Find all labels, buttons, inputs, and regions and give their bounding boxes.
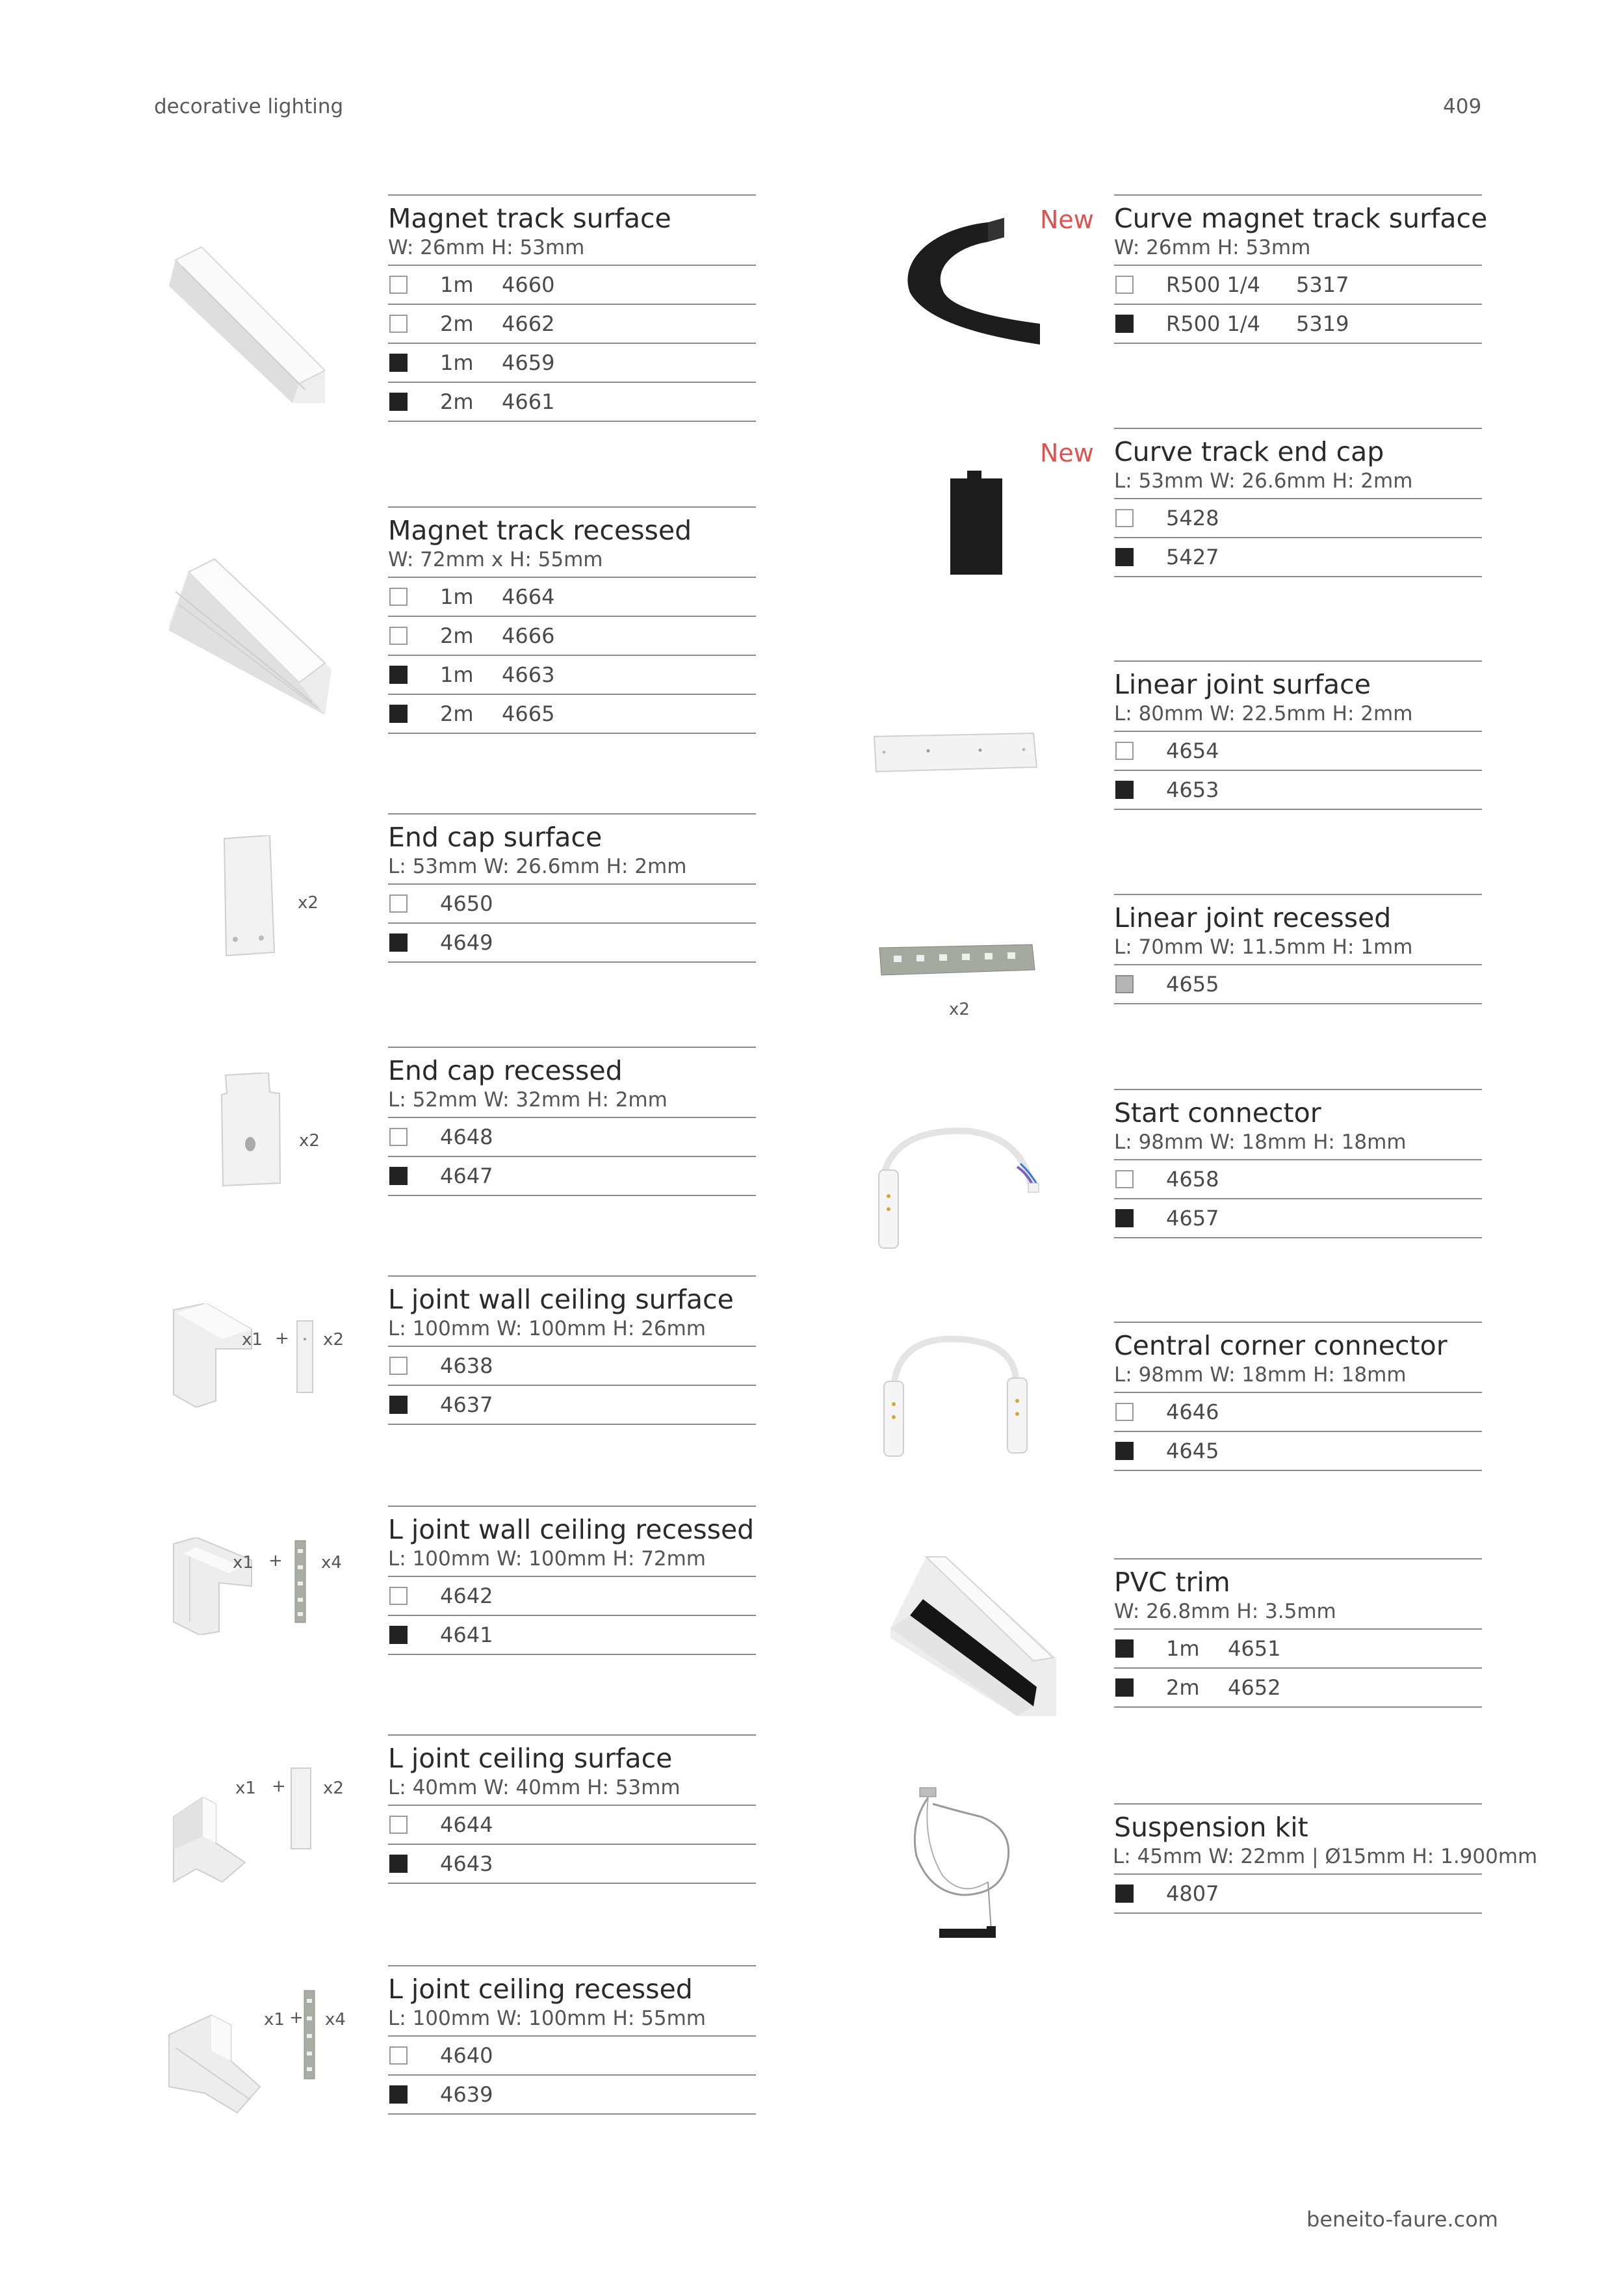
- product-dimensions: L: 40mm W: 40mm H: 53mm: [388, 1776, 681, 1799]
- product-dimensions: W: 26mm H: 53mm: [388, 236, 585, 259]
- linear-joint-recessed-image: [877, 943, 1037, 982]
- color-swatch-black: [1115, 548, 1134, 566]
- product-code: 5427: [1166, 545, 1219, 569]
- product-title: L joint ceiling recessed: [388, 1974, 693, 2005]
- color-swatch-white: [389, 315, 408, 333]
- color-swatch-black: [389, 1626, 408, 1644]
- product-dimensions: L: 53mm W: 26.6mm H: 2mm: [1114, 469, 1413, 493]
- variant-row: [1114, 1875, 1482, 1914]
- variant-row: [1114, 1393, 1482, 1432]
- product-title: L joint wall ceiling surface: [388, 1284, 734, 1315]
- plus-sign: +: [289, 2008, 304, 2028]
- variant-row: [388, 1616, 756, 1655]
- color-swatch-black: [389, 666, 408, 684]
- variant-row: 1m 4651: [1114, 1630, 1482, 1669]
- product-title: Linear joint recessed: [1114, 902, 1392, 933]
- color-swatch-black: [389, 2085, 408, 2104]
- color-swatch-black: [1115, 315, 1134, 333]
- product-dimensions: L: 45mm W: 22mm | Ø15mm H: 1.900mm: [1113, 1845, 1538, 1868]
- variant-row: [388, 1577, 756, 1616]
- color-swatch-white: [389, 276, 408, 294]
- product-linear-joint-surface: [1114, 660, 1482, 810]
- color-swatch-white: [1115, 276, 1134, 294]
- color-swatch-white: [389, 2046, 408, 2065]
- product-title: PVC trim: [1114, 1567, 1230, 1598]
- product-magnet-track-surface: [388, 194, 756, 422]
- multiplier-label: x1: [242, 1330, 263, 1350]
- website-url: beneito-faure.com: [1306, 2207, 1498, 2232]
- variant-row: 2m 4662: [388, 305, 756, 344]
- variant-row: R500 1/4 5319: [1114, 305, 1482, 344]
- color-swatch-white: [389, 1816, 408, 1834]
- product-title: Linear joint surface: [1114, 669, 1371, 700]
- product-curve-track-end-cap: [1114, 428, 1482, 577]
- product-dimensions: W: 26.8mm H: 3.5mm: [1114, 1600, 1336, 1623]
- variant-row: [388, 1347, 756, 1386]
- color-swatch-white: [389, 894, 408, 913]
- variant-row: [1114, 965, 1482, 1004]
- product-dimensions: L: 70mm W: 11.5mm H: 1mm: [1114, 935, 1413, 959]
- variant-row: 2m 4661: [388, 383, 756, 422]
- color-swatch-black: [389, 1167, 408, 1185]
- product-code: 4662: [502, 311, 555, 336]
- linear-joint-surface-image: [871, 731, 1040, 777]
- color-swatch-black: [1115, 1639, 1134, 1658]
- color-swatch-black: [1115, 781, 1134, 799]
- color-swatch-white: [389, 1587, 408, 1605]
- product-code: 4650: [440, 891, 493, 916]
- l-joint-wall-ceiling-recessed-image: [170, 1537, 255, 1635]
- product-title: Suspension kit: [1114, 1812, 1308, 1843]
- variant-row: [388, 1386, 756, 1425]
- color-swatch-white: [1115, 1170, 1134, 1188]
- product-code: 5319: [1296, 311, 1349, 336]
- curve-magnet-track-image: [890, 215, 1046, 351]
- section-title: decorative lighting: [154, 95, 344, 118]
- color-swatch-black: [389, 393, 408, 411]
- variant-row: [388, 2076, 756, 2115]
- product-dimensions: L: 98mm W: 18mm H: 18mm: [1114, 1363, 1407, 1387]
- product-suspension-kit: [1113, 1803, 1538, 1914]
- product-l-joint-wall-ceiling-recessed: [388, 1506, 756, 1655]
- color-swatch-black: [389, 1396, 408, 1414]
- suspension-kit-image: [910, 1784, 1040, 1947]
- product-code: 4661: [502, 389, 555, 414]
- variant-row: [1114, 1199, 1482, 1238]
- color-swatch-white: [389, 1128, 408, 1146]
- multiplier-label: x4: [325, 2010, 346, 2029]
- multiplier-label: x1: [235, 1779, 256, 1798]
- variant-row: [388, 1157, 756, 1196]
- product-title: Curve track end cap: [1114, 436, 1384, 467]
- variant-row: [388, 1806, 756, 1845]
- product-pvc-trim: [1114, 1558, 1482, 1708]
- color-swatch-black: [389, 1855, 408, 1873]
- product-magnet-track-recessed: [388, 506, 756, 734]
- color-swatch-white: [389, 588, 408, 606]
- multiplier-label: x2: [949, 1000, 970, 1019]
- product-central-corner-connector: [1114, 1322, 1482, 1471]
- start-connector-image: [871, 1121, 1046, 1251]
- multiplier-label: x2: [323, 1779, 344, 1798]
- product-title: Curve magnet track surface: [1114, 203, 1488, 234]
- magnet-track-surface-image: [162, 241, 325, 410]
- product-code: 4638: [440, 1353, 493, 1378]
- product-code: 4651: [1228, 1636, 1281, 1661]
- product-dimensions: L: 100mm W: 100mm H: 72mm: [388, 1547, 706, 1571]
- product-title: End cap surface: [388, 822, 603, 853]
- product-code: 4665: [502, 701, 555, 726]
- product-code: 5317: [1296, 272, 1349, 297]
- product-code: 4654: [1166, 738, 1219, 763]
- new-badge: New: [1040, 439, 1094, 467]
- l-joint-ceiling-recessed-image: [166, 1989, 263, 2119]
- variant-row: [1114, 732, 1482, 771]
- product-code: 4657: [1166, 1206, 1219, 1231]
- product-code: 4659: [502, 350, 555, 375]
- product-end-cap-recessed: [388, 1047, 756, 1196]
- product-code: 4664: [502, 584, 555, 609]
- color-swatch-black: [389, 933, 408, 952]
- variant-row: [1114, 1432, 1482, 1471]
- color-swatch-white: [1115, 1403, 1134, 1421]
- color-swatch-white: [389, 627, 408, 645]
- l-joint-plate-image: [290, 1767, 313, 1851]
- product-title: L joint wall ceiling recessed: [388, 1514, 755, 1545]
- product-code: 4644: [440, 1812, 493, 1837]
- plus-sign: +: [272, 1777, 286, 1796]
- color-swatch-black: [1115, 1442, 1134, 1460]
- product-curve-magnet-track-surface: [1114, 194, 1488, 344]
- variant-row: [1114, 1160, 1482, 1199]
- product-code: 4807: [1166, 1881, 1219, 1906]
- l-joint-wall-ceiling-surface-image: [170, 1303, 255, 1407]
- variant-row: [388, 1118, 756, 1157]
- variant-row: [388, 2037, 756, 2076]
- product-end-cap-surface: [388, 813, 756, 963]
- variant-row: [388, 1845, 756, 1884]
- product-code: 4639: [440, 2082, 493, 2107]
- product-l-joint-ceiling-recessed: [388, 1965, 756, 2115]
- variant-row: 1m 4663: [388, 656, 756, 695]
- product-title: L joint ceiling surface: [388, 1743, 673, 1774]
- product-title: Start connector: [1114, 1097, 1321, 1128]
- variant-row: 1m 4659: [388, 344, 756, 383]
- color-swatch-black: [1115, 1678, 1134, 1697]
- product-code: 4660: [502, 272, 555, 297]
- magnet-track-recessed-image: [162, 553, 331, 722]
- plus-sign: +: [268, 1551, 283, 1571]
- variant-row: 2m 4652: [1114, 1669, 1482, 1708]
- color-swatch-white: [1115, 509, 1134, 527]
- color-swatch-black: [389, 705, 408, 723]
- product-dimensions: L: 100mm W: 100mm H: 55mm: [388, 2007, 706, 2030]
- variant-row: [1114, 499, 1482, 538]
- end-cap-recessed-image: [218, 1073, 283, 1190]
- product-code: 4648: [440, 1125, 493, 1149]
- curve-track-end-cap-image: [948, 469, 1006, 577]
- product-code: 4645: [1166, 1439, 1219, 1463]
- product-code: 4652: [1228, 1675, 1281, 1700]
- product-code: 4642: [440, 1584, 493, 1608]
- color-swatch-white: [1115, 742, 1134, 760]
- variant-row: 2m 4666: [388, 617, 756, 656]
- product-code: 4637: [440, 1392, 493, 1417]
- product-code: 4647: [440, 1164, 493, 1188]
- product-dimensions: L: 53mm W: 26.6mm H: 2mm: [388, 855, 687, 878]
- product-code: 4655: [1166, 972, 1219, 997]
- new-badge: New: [1040, 205, 1094, 234]
- multiplier-label: x1: [264, 2010, 285, 2029]
- product-dimensions: W: 26mm H: 53mm: [1114, 236, 1311, 259]
- end-cap-surface-image: [221, 835, 279, 959]
- product-code: 4658: [1166, 1167, 1219, 1192]
- variant-row: [388, 924, 756, 963]
- pvc-trim-image: [887, 1554, 1056, 1719]
- color-swatch-black: [389, 354, 408, 372]
- product-code: 4640: [440, 2043, 493, 2068]
- multiplier-label: x2: [323, 1330, 344, 1350]
- product-title: Magnet track recessed: [388, 515, 692, 546]
- product-code: 4653: [1166, 777, 1219, 802]
- variant-row: 1m 4660: [388, 266, 756, 305]
- product-dimensions: L: 52mm W: 32mm H: 2mm: [388, 1088, 668, 1112]
- connector-strip-image: [292, 1539, 308, 1624]
- variant-row: 1m 4664: [388, 578, 756, 617]
- product-dimensions: L: 80mm W: 22.5mm H: 2mm: [1114, 702, 1413, 725]
- product-title: Magnet track surface: [388, 203, 671, 234]
- product-code: 4646: [1166, 1400, 1219, 1424]
- product-start-connector: [1114, 1089, 1482, 1238]
- product-code: 4666: [502, 623, 555, 648]
- plus-sign: +: [275, 1329, 289, 1348]
- product-l-joint-wall-ceiling-surface: [388, 1275, 756, 1425]
- connector-strip-image: [302, 1989, 317, 2080]
- color-swatch-white: [389, 1357, 408, 1375]
- color-swatch-black: [1115, 1885, 1134, 1903]
- product-title: Central corner connector: [1114, 1330, 1448, 1361]
- variant-row: [1114, 771, 1482, 810]
- product-code: 4641: [440, 1623, 493, 1647]
- product-dimensions: W: 72mm x H: 55mm: [388, 548, 603, 571]
- page-number: 409: [1443, 95, 1482, 118]
- central-corner-connector-image: [874, 1333, 1043, 1463]
- multiplier-label: x4: [321, 1553, 342, 1572]
- l-joint-plate-image: [296, 1320, 315, 1394]
- product-code: 4649: [440, 930, 493, 955]
- product-l-joint-ceiling-surface: [388, 1734, 756, 1884]
- color-swatch-black: [1115, 1209, 1134, 1227]
- multiplier-label: x2: [298, 893, 318, 913]
- variant-row: R500 1/4 5317: [1114, 266, 1482, 305]
- variant-row: [388, 885, 756, 924]
- color-swatch-gray: [1115, 975, 1134, 993]
- product-dimensions: L: 100mm W: 100mm H: 26mm: [388, 1317, 706, 1340]
- variant-row: [1114, 538, 1482, 577]
- multiplier-label: x1: [233, 1553, 253, 1572]
- product-code: 4643: [440, 1851, 493, 1876]
- product-title: End cap recessed: [388, 1055, 623, 1086]
- product-linear-joint-recessed: [1114, 894, 1482, 1004]
- multiplier-label: x2: [299, 1131, 320, 1151]
- product-dimensions: L: 98mm W: 18mm H: 18mm: [1114, 1130, 1407, 1154]
- variant-row: 2m 4665: [388, 695, 756, 734]
- product-code: 5428: [1166, 506, 1219, 530]
- product-code: 4663: [502, 662, 555, 687]
